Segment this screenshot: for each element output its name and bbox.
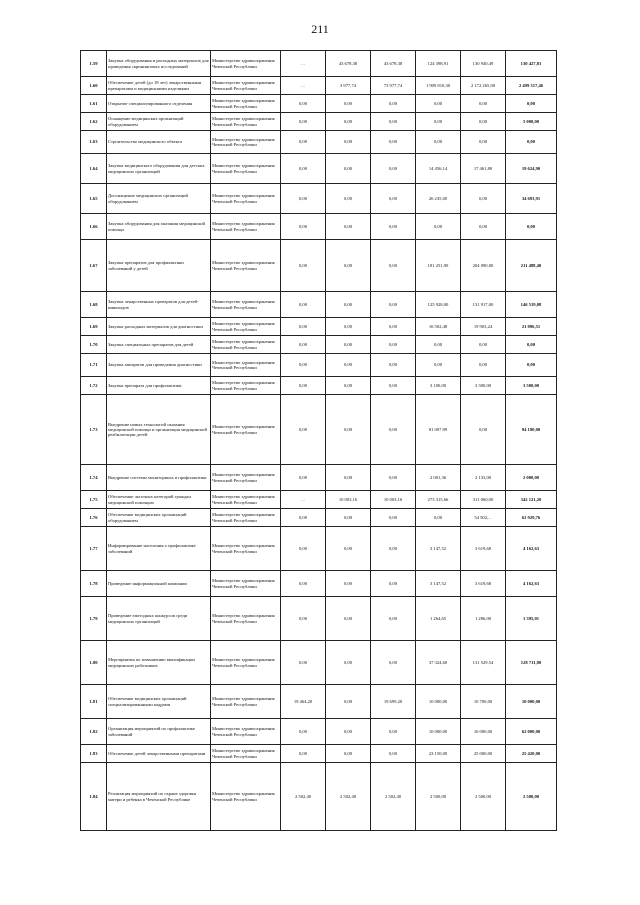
row-number: 1.61 xyxy=(81,95,107,113)
value-cell: 21 896,51 xyxy=(506,318,557,336)
value-cell: 43 678,38 xyxy=(326,51,371,77)
activity-description: Дооснащение медицинских организаций оборудованием xyxy=(107,184,211,214)
value-cell: 0,00 xyxy=(416,95,461,113)
value-cell: 2 500,00 xyxy=(461,763,506,831)
value-cell: 0,00 xyxy=(371,377,416,395)
table-row xyxy=(81,318,557,336)
value-cell: 54 502,... xyxy=(461,509,506,527)
executor-cell: Министерство здравоохранения Чеченской Республики xyxy=(211,77,281,95)
value-cell: 0,00 xyxy=(371,240,416,292)
value-cell: 131 917,00 xyxy=(461,292,506,318)
value-cell: 0,00 xyxy=(371,465,416,491)
value-cell: 0,00 xyxy=(281,318,326,336)
value-cell: 0,00 xyxy=(326,184,371,214)
value-cell: 0,00 xyxy=(371,95,416,113)
table-row xyxy=(81,641,557,685)
value-cell: 2 000,00 xyxy=(506,465,557,491)
value-cell: ... xyxy=(281,491,326,509)
value-cell: 0,00 xyxy=(371,131,416,154)
table-row xyxy=(81,95,557,113)
value-cell: 10 000,00 xyxy=(506,685,557,719)
value-cell: 0,00 xyxy=(416,131,461,154)
value-cell: 2 499 317,46 xyxy=(506,77,557,95)
value-cell: 0,00 xyxy=(371,214,416,240)
value-cell: 0,00 xyxy=(371,395,416,465)
value-cell: 0,00 xyxy=(281,395,326,465)
activity-description: Строительство медицинского объекта xyxy=(107,131,211,154)
executor-cell: Министерство здравоохранения Чеченской Республики xyxy=(211,131,281,154)
value-cell: 0,00 xyxy=(461,354,506,377)
activity-description: Закупка оборудования и расходных материалов для проведения скрининговых исследований xyxy=(107,51,211,77)
executor-cell: Министерство здравоохранения Чеченской Республики xyxy=(211,719,281,745)
value-cell: 146 519,08 xyxy=(506,292,557,318)
table-row xyxy=(81,509,557,527)
activity-description: Информирование населения о профилактике заболеваний xyxy=(107,527,211,571)
value-cell: 25 000,00 xyxy=(461,745,506,763)
executor-cell: Министерство здравоохранения Чеченской Республики xyxy=(211,571,281,597)
row-number: 1.65 xyxy=(81,184,107,214)
value-cell: 0,00 xyxy=(281,131,326,154)
row-number: 1.69 xyxy=(81,318,107,336)
table-row xyxy=(81,77,557,95)
executor-cell: Министерство здравоохранения Чеченской Республики xyxy=(211,214,281,240)
value-cell: 10 000,00 xyxy=(416,719,461,745)
activity-description: Проведение ежегодных конкурсов среди медицинских организаций xyxy=(107,597,211,641)
value-cell: 2 133,00 xyxy=(461,465,506,491)
value-cell: 0,00 xyxy=(281,113,326,131)
executor-cell: Министерство здравоохранения Чеченской Республики xyxy=(211,336,281,354)
row-number: 1.63 xyxy=(81,131,107,154)
budget-table xyxy=(80,50,557,831)
executor-cell: Министерство здравоохранения Чеченской Республики xyxy=(211,641,281,685)
value-cell: 5 000,00 xyxy=(506,113,557,131)
executor-cell: Министерство здравоохранения Чеченской Республики xyxy=(211,395,281,465)
value-cell: 0,00 xyxy=(371,354,416,377)
executor-cell: Министерство здравоохранения Чеченской Республики xyxy=(211,685,281,719)
row-number: 1.62 xyxy=(81,113,107,131)
table-row xyxy=(81,154,557,184)
row-number: 1.82 xyxy=(81,719,107,745)
value-cell: 1 909 810,30 xyxy=(416,77,461,95)
value-cell: 10 003,16 xyxy=(326,491,371,509)
table-row xyxy=(81,465,557,491)
value-cell: 311 060,00 xyxy=(461,491,506,509)
value-cell: 73 977,74 xyxy=(371,77,416,95)
value-cell: 3 300,00 xyxy=(461,377,506,395)
value-cell: 2 500,00 xyxy=(506,763,557,831)
value-cell: 0,00 xyxy=(371,597,416,641)
value-cell: 0,00 xyxy=(461,336,506,354)
row-number: 1.59 xyxy=(81,51,107,77)
row-number: 1.78 xyxy=(81,571,107,597)
value-cell: 0,00 xyxy=(416,113,461,131)
table-row xyxy=(81,571,557,597)
value-cell: 0,00 xyxy=(326,719,371,745)
activity-description: Проведение информационной кампании xyxy=(107,571,211,597)
value-cell: 0,00 xyxy=(281,95,326,113)
table-row xyxy=(81,597,557,641)
value-cell: 0,00 xyxy=(281,597,326,641)
value-cell: 0,00 xyxy=(281,214,326,240)
row-number: 1.79 xyxy=(81,597,107,641)
value-cell: 94 180,00 xyxy=(506,395,557,465)
executor-cell: Министерство здравоохранения Чеченской Республики xyxy=(211,763,281,831)
value-cell: 3 147,52 xyxy=(416,527,461,571)
value-cell: 2 172 265,00 xyxy=(461,77,506,95)
activity-description: Закупка расходных материалов для диагностики xyxy=(107,318,211,336)
value-cell: 0,00 xyxy=(326,95,371,113)
value-cell: 19 464,20 xyxy=(281,685,326,719)
row-number: 1.74 xyxy=(81,465,107,491)
table-row xyxy=(81,685,557,719)
row-number: 1.80 xyxy=(81,641,107,685)
row-number: 1.70 xyxy=(81,336,107,354)
value-cell: 273 315,66 xyxy=(416,491,461,509)
row-number: 1.68 xyxy=(81,292,107,318)
table-row xyxy=(81,354,557,377)
value-cell: 4 162,63 xyxy=(506,571,557,597)
value-cell: 2 502,40 xyxy=(371,763,416,831)
value-cell: 62 000,00 xyxy=(506,719,557,745)
value-cell: 0,00 xyxy=(326,154,371,184)
row-number: 1.84 xyxy=(81,763,107,831)
value-cell: 0,00 xyxy=(281,377,326,395)
value-cell: 0,00 xyxy=(326,240,371,292)
value-cell: 14 456,14 xyxy=(416,154,461,184)
value-cell: 0,00 xyxy=(281,745,326,763)
value-cell: 0,00 xyxy=(326,336,371,354)
value-cell: 10 000,00 xyxy=(416,685,461,719)
value-cell: 0,00 xyxy=(461,214,506,240)
value-cell: 0,00 xyxy=(281,354,326,377)
value-cell: 0,00 xyxy=(326,465,371,491)
value-cell: 0,00 xyxy=(326,527,371,571)
table-row xyxy=(81,113,557,131)
value-cell: 0,00 xyxy=(371,571,416,597)
value-cell: 0,00 xyxy=(416,336,461,354)
table-row xyxy=(81,292,557,318)
value-cell: 0,00 xyxy=(326,377,371,395)
value-cell: 0,00 xyxy=(281,719,326,745)
value-cell: 0,00 xyxy=(506,214,557,240)
value-cell: 130 940,49 xyxy=(461,51,506,77)
table-row xyxy=(81,240,557,292)
value-cell: 16 000,00 xyxy=(461,719,506,745)
executor-cell: Министерство здравоохранения Чеченской Республики xyxy=(211,240,281,292)
value-cell: 0,00 xyxy=(326,509,371,527)
activity-description: Организация мероприятий по профилактике заболеваний xyxy=(107,719,211,745)
value-cell: 0,00 xyxy=(281,336,326,354)
executor-cell: Министерство здравоохранения Чеченской Республики xyxy=(211,95,281,113)
value-cell: 34 693,91 xyxy=(506,184,557,214)
value-cell: 0,00 xyxy=(281,527,326,571)
value-cell: 181 251,90 xyxy=(416,240,461,292)
page-number: 211 xyxy=(311,22,329,36)
table-row xyxy=(81,745,557,763)
row-number: 1.60 xyxy=(81,77,107,95)
value-cell: 0,00 xyxy=(371,292,416,318)
value-cell: 0,00 xyxy=(506,95,557,113)
value-cell: 0,00 xyxy=(371,527,416,571)
value-cell: 0,00 xyxy=(326,354,371,377)
value-cell: 3 147,52 xyxy=(416,571,461,597)
value-cell: 3 100,00 xyxy=(416,377,461,395)
activity-description: Обеспечение детей лекарственными препаратами xyxy=(107,745,211,763)
table-row xyxy=(81,51,557,77)
value-cell: 2 001,36 xyxy=(416,465,461,491)
value-cell: 0,00 xyxy=(326,318,371,336)
executor-cell: Министерство здравоохранения Чеченской Республики xyxy=(211,597,281,641)
activity-description: Обеспечение детей (до 18 лет) лекарственными препаратами и медицинскими изделиями xyxy=(107,77,211,95)
table-row xyxy=(81,719,557,745)
value-cell: 0,00 xyxy=(371,509,416,527)
value-cell: 19 624,90 xyxy=(506,154,557,184)
value-cell: 0,00 xyxy=(461,395,506,465)
value-cell: 0,00 xyxy=(371,184,416,214)
value-cell: 0,00 xyxy=(506,354,557,377)
activity-description: Открытие специализированного отделения xyxy=(107,95,211,113)
activity-description: Внедрение новых технологий оказания медицинской помощи и организация медицинской реабилитации детей xyxy=(107,395,211,465)
value-cell: 0,00 xyxy=(371,336,416,354)
row-number: 1.83 xyxy=(81,745,107,763)
value-cell: 0,00 xyxy=(326,131,371,154)
table-row xyxy=(81,763,557,831)
value-cell: 3 500,00 xyxy=(506,377,557,395)
executor-cell: Министерство здравоохранения Чеченской Республики xyxy=(211,154,281,184)
executor-cell: Министерство здравоохранения Чеченской Республики xyxy=(211,491,281,509)
value-cell: ... xyxy=(281,51,326,77)
table-row xyxy=(81,527,557,571)
value-cell: 37 324,60 xyxy=(416,641,461,685)
value-cell: 0,00 xyxy=(326,597,371,641)
activity-description: Закупка аппаратов для проведения диагностики xyxy=(107,354,211,377)
row-number: 1.76 xyxy=(81,509,107,527)
value-cell: 0,00 xyxy=(326,292,371,318)
value-cell: 2 500,00 xyxy=(416,763,461,831)
value-cell: 0,00 xyxy=(281,571,326,597)
value-cell: 0,00 xyxy=(506,131,557,154)
value-cell: ... xyxy=(281,77,326,95)
value-cell: 131 529,54 xyxy=(461,641,506,685)
value-cell: 0,00 xyxy=(281,154,326,184)
value-cell: 10 003,16 xyxy=(371,491,416,509)
row-number: 1.72 xyxy=(81,377,107,395)
executor-cell: Министерство здравоохранения Чеченской Республики xyxy=(211,465,281,491)
value-cell: 3 977,74 xyxy=(326,77,371,95)
executor-cell: Министерство здравоохранения Чеченской Республики xyxy=(211,377,281,395)
activity-description: Закупка оборудования для оказания медицинской помощи xyxy=(107,214,211,240)
activity-description: Оснащение медицинских организаций оборудованием xyxy=(107,113,211,131)
row-number: 1.77 xyxy=(81,527,107,571)
activity-description: Обеспечение медицинских организаций оборудованием xyxy=(107,509,211,527)
activity-description: Реализация мероприятий по охране здоровья матери и ребенка в Чеченской Республике xyxy=(107,763,211,831)
activity-description: Обеспечение медицинских организаций специализированными кадрами xyxy=(107,685,211,719)
value-cell: 124 398,91 xyxy=(416,51,461,77)
value-cell: 0,00 xyxy=(506,336,557,354)
executor-cell: Министерство здравоохранения Чеченской Республики xyxy=(211,527,281,571)
value-cell: 16 502,48 xyxy=(416,318,461,336)
executor-cell: Министерство здравоохранения Чеченской Республики xyxy=(211,51,281,77)
row-number: 1.81 xyxy=(81,685,107,719)
value-cell: 0,00 xyxy=(371,641,416,685)
value-cell: 0,00 xyxy=(281,641,326,685)
value-cell: 0,00 xyxy=(281,184,326,214)
executor-cell: Министерство здравоохранения Чеченской Республики xyxy=(211,292,281,318)
value-cell: 0,00 xyxy=(326,395,371,465)
value-cell: 0,00 xyxy=(281,465,326,491)
activity-description: Внедрение системы мониторинга и профилактики xyxy=(107,465,211,491)
value-cell: 81 007,99 xyxy=(416,395,461,465)
row-number: 1.64 xyxy=(81,154,107,184)
value-cell: 128 711,80 xyxy=(506,641,557,685)
value-cell: 125 928,00 xyxy=(416,292,461,318)
value-cell: 19 699,20 xyxy=(371,685,416,719)
table-row xyxy=(81,336,557,354)
value-cell: 1 395,01 xyxy=(506,597,557,641)
value-cell: 17 461,80 xyxy=(461,154,506,184)
row-number: 1.67 xyxy=(81,240,107,292)
value-cell: 1 286,00 xyxy=(461,597,506,641)
value-cell: 0,00 xyxy=(326,214,371,240)
value-cell: 43 678,38 xyxy=(371,51,416,77)
value-cell: 0,00 xyxy=(326,571,371,597)
executor-cell: Министерство здравоохранения Чеченской Республики xyxy=(211,509,281,527)
value-cell: 0,00 xyxy=(371,154,416,184)
value-cell: 19 903,24 xyxy=(461,318,506,336)
executor-cell: Министерство здравоохранения Чеченской Республики xyxy=(211,184,281,214)
activity-description: Закупка препаратов для профилактики заболеваний у детей xyxy=(107,240,211,292)
activity-description: Закупка специальных препаратов для детей xyxy=(107,336,211,354)
value-cell: 0,00 xyxy=(371,318,416,336)
value-cell: 0,00 xyxy=(371,719,416,745)
value-cell: 0,00 xyxy=(371,745,416,763)
value-cell: 0,00 xyxy=(326,745,371,763)
value-cell: 2 502,40 xyxy=(281,763,326,831)
value-cell: 0,00 xyxy=(416,214,461,240)
activity-description: Мероприятия по повышению квалификации медицинских работников xyxy=(107,641,211,685)
value-cell: 10 700,00 xyxy=(461,685,506,719)
value-cell: 130 427,81 xyxy=(506,51,557,77)
value-cell: 211 488,40 xyxy=(506,240,557,292)
value-cell: 25 420,00 xyxy=(506,745,557,763)
value-cell: 0,00 xyxy=(416,354,461,377)
table-row xyxy=(81,491,557,509)
value-cell: 0,00 xyxy=(416,509,461,527)
value-cell: 62 929,76 xyxy=(506,509,557,527)
value-cell: 0,00 xyxy=(326,685,371,719)
value-cell: 0,00 xyxy=(281,292,326,318)
value-cell: 0,00 xyxy=(461,184,506,214)
activity-description: Обеспечение льготных категорий граждан медицинской помощью xyxy=(107,491,211,509)
value-cell: 23 150,00 xyxy=(416,745,461,763)
value-cell: 0,00 xyxy=(281,509,326,527)
value-cell: 0,00 xyxy=(461,95,506,113)
value-cell: 0,00 xyxy=(326,641,371,685)
value-cell: 0,00 xyxy=(461,131,506,154)
table-row xyxy=(81,214,557,240)
value-cell: 1 264,65 xyxy=(416,597,461,641)
value-cell: 26 235,00 xyxy=(416,184,461,214)
executor-cell: Министерство здравоохранения Чеченской Республики xyxy=(211,113,281,131)
activity-description: Закупка лекарственных препаратов для детей-инвалидов xyxy=(107,292,211,318)
value-cell: 342 121,20 xyxy=(506,491,557,509)
activity-description: Закупка препарата для профилактики xyxy=(107,377,211,395)
activity-description: Закупка медицинского оборудования для детских медицинских организаций xyxy=(107,154,211,184)
value-cell: 204 090,00 xyxy=(461,240,506,292)
executor-cell: Министерство здравоохранения Чеченской Республики xyxy=(211,745,281,763)
table-row xyxy=(81,395,557,465)
executor-cell: Министерство здравоохранения Чеченской Республики xyxy=(211,354,281,377)
row-number: 1.71 xyxy=(81,354,107,377)
table-row xyxy=(81,184,557,214)
row-number: 1.73 xyxy=(81,395,107,465)
value-cell: 0,00 xyxy=(371,113,416,131)
value-cell: 0,00 xyxy=(326,113,371,131)
value-cell: 2 502,40 xyxy=(326,763,371,831)
row-number: 1.66 xyxy=(81,214,107,240)
table-row xyxy=(81,377,557,395)
executor-cell: Министерство здравоохранения Чеченской Республики xyxy=(211,318,281,336)
value-cell: 0,00 xyxy=(461,113,506,131)
table-row xyxy=(81,131,557,154)
value-cell: 3 619,68 xyxy=(461,527,506,571)
value-cell: 4 162,63 xyxy=(506,527,557,571)
value-cell: 3 619,68 xyxy=(461,571,506,597)
value-cell: 0,00 xyxy=(281,240,326,292)
row-number: 1.75 xyxy=(81,491,107,509)
